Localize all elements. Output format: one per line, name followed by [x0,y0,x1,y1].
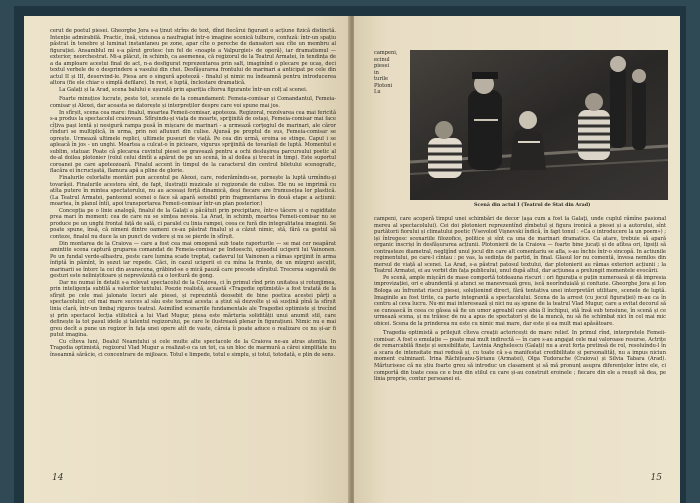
left-page [24,16,350,503]
paragraph: campeni, care acoperă timpul unei schimbări de decor (aşa cum a fost la Galaţi, unde cuplul rămîne pasional mereu al spectacolului). Cei doi plotonieri reprezentînd zîmbetul și figura ironică a piesei și a autorului, sînt purtătorii fiorului și climatului poetic (Vsevolod Vișnevski îndică, în fapt tonul : «Ca o introducere la un poem») ; iși întregesc scenariile filozofice, politice și sînt ca una de marinari dramatice. Ca atare, trebuie să apară organic înscriși în desfășurarea acțiunii. Plotonierii de la Craiova — foarte bine jucați și de atîtea ori, lipsiți să contrasteze diametral, neglijînd unul jocul din care alt comentariu se afla, s-au închis într-o sincopă. In actiunile regimentului, pe care-l cîntau : pe vas, la sedința de partid, în final. Glasul lor nu comentă, învesa nemilos din mersul de viață al scenei. La Arad, s-a păstrat patosul textului, dar plotonierii au rămas exteriori acțiunii ; la Teatrul Armatei, ei au vorbit din fața publicului, unul după altul, dar acțiunea a prelungit momentele evocării. [374,216,666,275]
stage-photo [410,50,668,200]
side-line: piesei [374,63,390,70]
page-number: 15 [650,473,662,483]
paragraph: Tragedia optimistă a prilejuit cîteva creații actoricești de mare relief. In primul rînd, interpretele Femeii-comisar. A fost o emulație — poate mai mult indirectă — în care s-au angajat cele mai valoroase resurse. Actrițe de remarcabilă finețe și sensibilitate, Lavinia Anghelescu (Galați) nu a avut forța pretinsă de rol, resoluîndu-l în a scara de intensitate mai redusă și, cu toate că s-a manifestat credibilitate și personalităț, nu a impus niciun moment culminant. Irina Răchițeanu-Șirianu (Armatei), Olga Tudorache (Craiova) și Silvia Tabara (Arad). Mărturisesc că nu știu foarte greu să introduc un clasament și să mă pronunț asupra diferențelor între ele, ci comportă din toate ceea ce e bun din stilul cu care și-au construit eroinele ; fiecare din ele a reușit să dea, pe linia proprie, contur persoanei ei. [374,330,666,383]
paragraph: Finalurile celorlalte montări pun accentul pe Alexei, care, rederămîndu-se, pornește la luptă urmîndu-și tovarășii. Finalurile acestora sînt, de fapt, ilustrații muzicale și regizorale de culise. Ele nu se imprimă cu atîta putere în mintea spectatorului, nu au aceeași forță dinamică, deși fiecare are frumusețea lor plastică. (La Teatrul Armatei, panteonul scenei o face să apară sensibil prin fragmentarea în două etape a acțiunii: moartea, în planul întîi, apoi transportarea Femeii-comisar într-un plan posterior.) [50,175,336,208]
photo-side-text [374,50,406,96]
stage-photo-illustration [410,50,668,200]
paragraph: In sfîrșit, scena cea mare: finalul, moartea Femeii-comisar, apoteoza. Regizoral, rezolvarea cea mai fericită s-a produs la spectacolul craiovean. Sfîrșindu-și viața de moarte, sprijinită de ostași, Femeia-comisar mai face cîțiva pași lentă și nesigură rampa pusă în mișcare de marinari - a urmează corțegiul de marinari, ale căror rînduri se multiplică, în urma, prin noi afluxuri din culise. Ajunsă pe proptul de sus, Femeia-comisar se oprește. Urmează ultimele replici, ultimele puseuri de viață. Pe cea din urmă, eroina se stinge. Capul i se apleacă în jos - un unghi. Moartea a culcat-o în picioare, vigurus sprijinită de tovarășii de luptă. Momentul e sublim, statuar. Poate că plecarea cuvintul piesei se gravează pentru a ochi deslușirea parcursului poetic al de-al doilea plotonier (rolul celui dintîi a apărut de pe un scenă, în al doilea și trecut în timp). Este suportul coroanei pe care apoteozoară. Finalul accent în timpul de la caracterul din centrul biletului scenografic, flacăra ei încrucișată, flamura apă a pline de glorie. [50,109,336,175]
paragraph: Foarte minuțios lucrate, peste tot, scenele de la comandament: Femeia-comisar și Comandantul, Femeia-comisar și Alexei, dar aceasta se datorește și interpreților despre care voi spune mai jos. [50,96,336,110]
paragraph: Din montarea de la Craiova — care a fost cea mai omogenă sub toate raporturile — se mai cer neapărat amintite scena captură gruparea comandat de Femeia-comisar pe Indoeschi, episodul ucigerii lui Vainonen. Pe un fundal verde-albastru, peste care lumina scade treptat, cadavrul lui Vainonen a rămas sprijinit în arma înfiptă în pămînt, în șezut iar repede. Căci, în cazul ucigerii ei cu mîna la frunte, de un mîzgrui ascuțit, marinarii se întorc la cei din avanscena, grăbind-se o mică pauză care precede sfîrșitul. Trecerea sugerată de gesturi este neliniștitoare și neprevăzută ca o lovitură de gong. [50,240,336,280]
side-line: turile [374,76,389,83]
paragraph: cerut de poetul piesei. Gheorghe Jora s-a ținut strîns de text, dînd fiecărui figurant o acțiune fizică distinctă. Intenție admirabilă. Practic, însă, viziunea a naufragiat într-o imagine scenică tulbure, confuză: într-un spațiu păstrat în tenebre și luminat instantaneu pe zone, apar cîte o pereche de dansatori sau cîte un membru al figurației. Ansamblul mi s-a părut grotesc (un fel de «noapte a Valpurgiei» de operă), iar dramatismul — exterior, neorchestrat. Mi-a plăcut, în schimb, ca asemenea, că regizorul de la Teatrul Armatei, în tendința de a da amploare acestui final de act, n-a desfigurat reprezentarea prin salt, imaginînd o plecare pe ucaș, deci textul verbele de o desprindere a vasului din chei. Desfășurarea frontului de marinari a anticipat pe cele din actul II și III, deservind-le. Piesa are o singură apoteoză - finalul și nimic nu îndeamnă pentru introducerea altora (fie ele chiar o simplă defilare). In rest, e luptă, înclestare dramatică. [50,28,336,87]
paragraph: La Galați și la Arad, scena balului e ușurată prin apariția cîtorva figurante într-un colț al scenei. [59,86,308,93]
book-spread [14,6,686,503]
paragraph: Dar nu numai în detalii s-a relevat spectacolul de la Craiova, ci în primul rînd prin unitatea și rotunjimea, prin inteligența subtilă a valorilor textului. Poezie realistă, această «Tragedie optimistă» a fost tratată de la sfîrșit pe cele mai jalonate locuri ale piesei, și reprezintă deosebit de bine poetica acestei părți a spectacolului; cel mai mare succes al său este tocmai acesta: a știut să dezvolte și să susțină pînă la sfîrșit linia clară, într-un limbaj riguros teatral. Asimilînd scenariile fundamentale ale Tragediei optimiste și trecînd și prin spectacol lecția stilistică a lui Vlad Mugur, piesa este mărturia solidității unui anumit stil, care definește la tot pasul ideile și talentul regizorului, pe care le ilustrează plenar în figurațiuni. Nimic nu e mai greu decît a pune un regizor în fața unei opere atît de vaste, căreia îi poate aduce o realizare ce nu și-ar fi putut imagina. [50,279,336,339]
paragraph: Pe scenă, ample mișcări de mase comportă totdeauna riscuri : ori figurația e puțin numeroasă și dă impresia improvizației, ori e abundentă și atunci se manevrează greu, iscă neorînduială și confuzie. Gheorghe Jora și Ion Bologa au înfruntat riscul piesei, soluționind direct, fără tentativa unei interpretări utilitare, scenele de luptă. Imaginile au fost tirite, ca parte integrantă a spectacolului. Scena de la arrest (cu jocul figurației) m-au ca în centru al ceva lucru. Nu-mi mai interesează și nici nu aș spune de la teatrul Vlad Mugur, care a evitat decorul să se cunoască în ceea ce găsea să fie un umor agreabil care abia îl închipui, stă însă sub tensiune, în scenă și ce urmează scena, și nu trăiesc de nu a apus de spectatori și de la muncă, nu să fie schimbat nici în cel mai mic obicei. Scena de la prinderea nu este cu nimic mai mare, dar este și ea mult mai apăsătoare. [374,274,666,327]
right-page [354,16,680,503]
side-line: Plotoni [374,82,393,89]
paragraph: Concepția pe o linie analogă, finalul de la Galați a păcătuit prin precipitare, într-o tăcere și o rapiditate prea mari în moment: cea de care nu se simțea nevoia. La Arad, în schimb, moartea Femeii-comisar nu se produce pe un unghi frontal față de sală, ci paralel cu linia rampei, ceea ce fură din integralitatea imaginii. Se poate spune, însă, că nimeni dintre oameni ce-au păstrat finalul și a căzut nimic, stă, fără ca gestul să conteze, finalul nu duce la un punct de vedere și nu se pierde în sfîrșit. [50,207,336,240]
side-line: campeni, [374,50,398,56]
photo-caption: Scenă din actul I (Teatrul de Stat din Arad) [474,202,591,208]
right-page-text [374,216,666,383]
side-line: in [374,69,379,76]
page-number: 14 [52,473,64,483]
side-line: Lu [374,89,381,96]
side-line: ecinul [374,56,390,63]
paragraph: Cu cîteva luni, Dealul Neamțului și cele multe alte spectacole de la Craiova ne-au atras atenția. In Tragedia optimistă, regizorul Vlad Mugur a realizat-o ca un tot, ca un bloc de marmură a cărei simplitate nu înseamnă sărăcie, ci concentrare de mijloace. Totul e limpede, totul e simplu, și totul, totodată, e plin de sens. [50,338,336,358]
left-page-text [50,28,336,358]
